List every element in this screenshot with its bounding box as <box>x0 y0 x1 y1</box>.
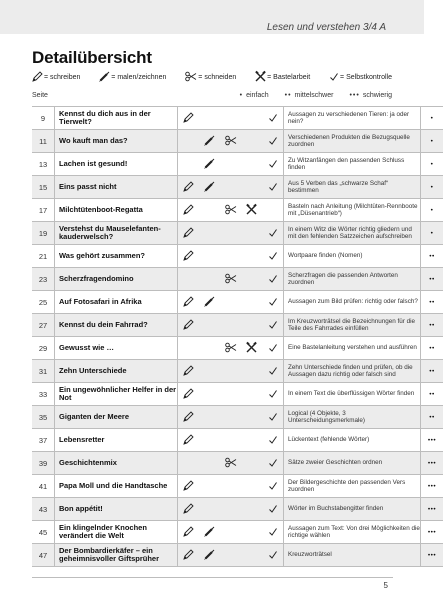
page-cell: 25 <box>32 291 55 314</box>
pencil-icon <box>183 224 194 241</box>
difficulty-cell: • <box>421 153 443 176</box>
title-cell: Papa Moll und die Handtasche <box>55 475 178 498</box>
page-column-label: Seite <box>32 92 48 99</box>
icon-cell <box>220 245 241 268</box>
icon-cell <box>178 337 200 360</box>
icon-cell <box>178 360 200 383</box>
title-cell: Ein klingelnder Knochen verändert die Welt <box>55 521 178 544</box>
difficulty-cell: •• <box>421 337 443 360</box>
title-cell: Was gehört zusammen? <box>55 245 178 268</box>
page-cell: 33 <box>32 383 55 406</box>
crayon-icon <box>204 155 215 172</box>
icon-cell <box>178 199 200 222</box>
page-cell: 29 <box>32 337 55 360</box>
icon-cell <box>220 383 241 406</box>
tools-icon <box>246 339 257 356</box>
crayon-icon <box>204 523 215 540</box>
title-cell: Lachen ist gesund! <box>55 153 178 176</box>
check-cell <box>262 452 284 475</box>
checkmark-icon <box>268 454 278 471</box>
check-cell <box>262 360 284 383</box>
icon-cell <box>199 268 220 291</box>
page-cell: 43 <box>32 498 55 521</box>
title-cell: Scherzfragendomino <box>55 268 178 291</box>
table-row <box>32 107 443 130</box>
icon-cell <box>241 130 262 153</box>
scissors-icon <box>185 71 198 84</box>
pencil-icon <box>183 523 194 540</box>
title-cell: Verstehst du Mauselefanten-kauderwelsch? <box>55 222 178 245</box>
icon-cell <box>199 130 220 153</box>
icon-cell <box>178 521 200 544</box>
check-cell <box>262 107 284 130</box>
icon-cell <box>178 153 200 176</box>
icon-cell <box>220 429 241 452</box>
table-row <box>32 130 443 153</box>
icon-cell <box>199 222 220 245</box>
crayon-icon <box>204 178 215 195</box>
difficulty-cell: ••• <box>421 498 443 521</box>
check-cell <box>262 199 284 222</box>
difficulty-cell: • <box>421 130 443 153</box>
table-row <box>32 498 443 521</box>
checkmark-icon <box>268 477 278 494</box>
check-cell <box>262 337 284 360</box>
checkmark-icon <box>268 247 278 264</box>
checkmark-icon <box>268 109 278 126</box>
icon-cell <box>241 291 262 314</box>
footer-rule <box>32 577 393 578</box>
pencil-icon <box>183 385 194 402</box>
pencil-icon <box>183 408 194 425</box>
check-cell <box>262 268 284 291</box>
icon-cell <box>220 268 241 291</box>
icon-cell <box>199 107 220 130</box>
icon-cell <box>199 429 220 452</box>
page-cell: 45 <box>32 521 55 544</box>
icon-cell <box>241 337 262 360</box>
title-cell: Gewusst wie … <box>55 337 178 360</box>
check-cell <box>262 383 284 406</box>
icon-cell <box>199 314 220 337</box>
icon-cell <box>241 176 262 199</box>
description-cell: Aussagen zum Text: Von drei Möglichkeiten die richtige wählen <box>284 521 421 544</box>
checkmark-icon <box>268 155 278 172</box>
page-number: 5 <box>383 581 388 590</box>
table-row <box>32 475 443 498</box>
icon-cell <box>178 268 200 291</box>
page-cell: 17 <box>32 199 55 222</box>
title-cell: Eins passt nicht <box>55 176 178 199</box>
checkmark-icon <box>329 72 340 84</box>
check-cell <box>262 544 284 567</box>
scissors-icon <box>225 132 237 149</box>
icon-cell <box>199 475 220 498</box>
difficulty-cell: •• <box>421 360 443 383</box>
icon-cell <box>199 337 220 360</box>
icon-cell <box>178 291 200 314</box>
crayon-icon <box>99 71 111 84</box>
scissors-icon <box>225 454 237 471</box>
icon-cell <box>241 383 262 406</box>
description-cell: Verschiedenen Produkten die Bezugsquelle zuordnen <box>284 130 421 153</box>
icon-cell <box>241 475 262 498</box>
icon-cell <box>199 153 220 176</box>
check-cell <box>262 130 284 153</box>
pencil-icon <box>183 316 194 333</box>
icon-cell <box>220 406 241 429</box>
icon-cell <box>199 383 220 406</box>
description-cell: Sätze zweier Geschichten ordnen <box>284 452 421 475</box>
legend-label: = schneiden <box>198 74 237 81</box>
checkmark-icon <box>268 362 278 379</box>
icon-cell <box>178 544 200 567</box>
overview-table <box>32 106 443 567</box>
check-cell <box>262 475 284 498</box>
check-cell <box>262 245 284 268</box>
legend-item <box>329 72 392 84</box>
checkmark-icon <box>268 500 278 517</box>
icon-cell <box>199 291 220 314</box>
check-cell <box>262 153 284 176</box>
icon-cell <box>220 153 241 176</box>
description-cell: Der Bildergeschichte den passenden Vers zuordnen <box>284 475 421 498</box>
page-cell: 27 <box>32 314 55 337</box>
page-cell: 23 <box>32 268 55 291</box>
page-cell: 19 <box>32 222 55 245</box>
icon-cell <box>241 406 262 429</box>
legend-item <box>32 71 80 84</box>
table-row <box>32 199 443 222</box>
page-title: Detailübersicht <box>32 48 152 67</box>
icon-cell <box>220 360 241 383</box>
pencil-icon <box>183 201 194 218</box>
icon-cell <box>220 498 241 521</box>
icon-cell <box>241 153 262 176</box>
check-cell <box>262 291 284 314</box>
table-row <box>32 268 443 291</box>
icon-cell <box>178 314 200 337</box>
icon-cell <box>178 452 200 475</box>
checkmark-icon <box>268 431 278 448</box>
description-cell: Aus 5 Verben das „schwarze Schaf“ bestimmen <box>284 176 421 199</box>
icon-cell <box>178 245 200 268</box>
icon-cell <box>199 245 220 268</box>
crayon-icon <box>204 546 215 563</box>
difficulty-cell: •• <box>421 406 443 429</box>
table-row <box>32 176 443 199</box>
title-cell: Lebensretter <box>55 429 178 452</box>
pencil-icon <box>183 477 194 494</box>
difficulty-cell: • <box>421 176 443 199</box>
page-cell: 11 <box>32 130 55 153</box>
icon-cell <box>241 521 262 544</box>
page-cell: 35 <box>32 406 55 429</box>
pencil-icon <box>183 247 194 264</box>
check-cell <box>262 521 284 544</box>
checkmark-icon <box>268 546 278 563</box>
checkmark-icon <box>268 270 278 287</box>
icon-cell <box>241 107 262 130</box>
checkmark-icon <box>268 224 278 241</box>
description-cell: Wortpaare finden (Nomen) <box>284 245 421 268</box>
icon-cell <box>220 475 241 498</box>
checkmark-icon <box>268 132 278 149</box>
difficulty-header <box>32 92 392 99</box>
title-cell: Giganten der Meere <box>55 406 178 429</box>
checkmark-icon <box>268 316 278 333</box>
difficulty-cell: ••• <box>421 475 443 498</box>
legend-label: = Selbstkontrolle <box>340 74 392 81</box>
checkmark-icon <box>268 523 278 540</box>
icon-cell <box>199 406 220 429</box>
icon-cell <box>178 429 200 452</box>
scissors-icon <box>225 339 237 356</box>
difficulty-cell: • <box>421 199 443 222</box>
description-cell: Eine Bastelanleitung verstehen und ausführen <box>284 337 421 360</box>
checkmark-icon <box>268 293 278 310</box>
icon-cell <box>199 544 220 567</box>
icon-cell <box>178 222 200 245</box>
check-cell <box>262 429 284 452</box>
legend-item <box>255 71 310 84</box>
difficulty-cell: ••• <box>421 521 443 544</box>
icon-cell <box>178 406 200 429</box>
icon-cell <box>241 452 262 475</box>
description-cell: Kreuzworträtsel <box>284 544 421 567</box>
scissors-icon <box>225 270 237 287</box>
legend-item <box>99 71 166 84</box>
check-cell <box>262 314 284 337</box>
check-cell <box>262 222 284 245</box>
legend-item <box>185 71 236 84</box>
checkmark-icon <box>268 339 278 356</box>
pencil-icon <box>183 178 194 195</box>
table-row <box>32 383 443 406</box>
legend-label: = schreiben <box>44 74 81 81</box>
icon-cell <box>199 498 220 521</box>
crayon-icon <box>204 293 215 310</box>
icon-cell <box>199 521 220 544</box>
icon-cell <box>220 199 241 222</box>
icon-cell <box>241 429 262 452</box>
legend <box>32 71 392 84</box>
description-cell: Lückentext (fehlende Wörter) <box>284 429 421 452</box>
table-row <box>32 521 443 544</box>
pencil-icon <box>32 71 44 84</box>
difficulty-cell: •• <box>421 291 443 314</box>
pencil-icon <box>183 431 194 448</box>
icon-cell <box>178 176 200 199</box>
table-row <box>32 360 443 383</box>
description-cell: Aussagen zu verschiedenen Tieren: ja oder nein? <box>284 107 421 130</box>
check-cell <box>262 176 284 199</box>
running-head: Lesen und verstehen 3/4 A <box>266 22 386 33</box>
legend-label: = Bastelarbeit <box>267 74 311 81</box>
description-cell: In einem Text die überflüssigen Wörter finden <box>284 383 421 406</box>
difficulty-cell: •• <box>421 314 443 337</box>
icon-cell <box>220 452 241 475</box>
icon-cell <box>220 337 241 360</box>
checkmark-icon <box>268 385 278 402</box>
table-row <box>32 429 443 452</box>
icon-cell <box>178 498 200 521</box>
icon-cell <box>220 130 241 153</box>
table-row <box>32 291 443 314</box>
pencil-icon <box>183 109 194 126</box>
checkmark-icon <box>268 178 278 195</box>
description-cell: Basteln nach Anleitung (Milchtüten-Rennboote mit „Düsenantrieb“) <box>284 199 421 222</box>
icon-cell <box>241 245 262 268</box>
difficulty-cell: ••• <box>421 452 443 475</box>
icon-cell <box>241 360 262 383</box>
pencil-icon <box>183 362 194 379</box>
difficulty-cell: ••• <box>421 429 443 452</box>
level-medium: •• mittelschwer <box>284 92 334 99</box>
icon-cell <box>199 199 220 222</box>
description-cell: Aussagen zum Bild prüfen: richtig oder falsch? <box>284 291 421 314</box>
table-row <box>32 452 443 475</box>
table-row <box>32 314 443 337</box>
difficulty-cell: • <box>421 222 443 245</box>
pencil-icon <box>183 293 194 310</box>
page-cell: 13 <box>32 153 55 176</box>
legend-label: = malen/zeichnen <box>111 74 167 81</box>
pencil-icon <box>183 546 194 563</box>
title-cell: Der Bombardierkäfer – ein geheimnisvoller Giftsprüher <box>55 544 178 567</box>
icon-cell <box>199 176 220 199</box>
page-cell: 37 <box>32 429 55 452</box>
table-row <box>32 153 443 176</box>
title-cell: Ein ungewöhnlicher Helfer in der Not <box>55 383 178 406</box>
icon-cell <box>241 268 262 291</box>
title-cell: Wo kauft man das? <box>55 130 178 153</box>
title-cell: Bon appétit! <box>55 498 178 521</box>
page-cell: 15 <box>32 176 55 199</box>
page-cell: 41 <box>32 475 55 498</box>
table-row <box>32 222 443 245</box>
icon-cell <box>241 498 262 521</box>
icon-cell <box>220 544 241 567</box>
description-cell: Logical (4 Objekte, 3 Unterscheidungsmerkmale) <box>284 406 421 429</box>
description-cell: In einem Witz die Wörter richtig gliedern und mit den fehlenden Satzzeichen aufschreiben <box>284 222 421 245</box>
page-cell: 47 <box>32 544 55 567</box>
icon-cell <box>241 222 262 245</box>
icon-cell <box>241 544 262 567</box>
page-cell: 9 <box>32 107 55 130</box>
description-cell: Wörter im Buchstabengitter finden <box>284 498 421 521</box>
icon-cell <box>178 130 200 153</box>
icon-cell <box>220 222 241 245</box>
icon-cell <box>178 475 200 498</box>
title-cell: Geschichtenmix <box>55 452 178 475</box>
table-row <box>32 406 443 429</box>
icon-cell <box>220 521 241 544</box>
pencil-icon <box>183 500 194 517</box>
description-cell: Zehn Unterschiede finden und prüfen, ob die Aussagen dazu richtig oder falsch sind <box>284 360 421 383</box>
check-cell <box>262 498 284 521</box>
title-cell: Kennst du dich aus in der Tierwelt? <box>55 107 178 130</box>
difficulty-cell: •• <box>421 383 443 406</box>
page-cell: 39 <box>32 452 55 475</box>
title-cell: Zehn Unterschiede <box>55 360 178 383</box>
table-row <box>32 337 443 360</box>
icon-cell <box>178 383 200 406</box>
title-cell: Kennst du dein Fahrrad? <box>55 314 178 337</box>
icon-cell <box>220 291 241 314</box>
icon-cell <box>220 176 241 199</box>
table-row <box>32 544 443 567</box>
difficulty-cell: • <box>421 107 443 130</box>
difficulty-cell: •• <box>421 245 443 268</box>
title-cell: Milchtütenboot-Regatta <box>55 199 178 222</box>
difficulty-cell: ••• <box>421 544 443 567</box>
icon-cell <box>199 452 220 475</box>
title-cell: Auf Fotosafari in Afrika <box>55 291 178 314</box>
icon-cell <box>199 360 220 383</box>
level-easy: • einfach <box>239 92 269 99</box>
icon-cell <box>178 107 200 130</box>
tools-icon <box>246 201 257 218</box>
description-cell: Zu Witzanfängen den passenden Schluss finden <box>284 153 421 176</box>
checkmark-icon <box>268 408 278 425</box>
scissors-icon <box>225 201 237 218</box>
description-cell: Scherzfragen die passenden Antworten zuordnen <box>284 268 421 291</box>
page-cell: 31 <box>32 360 55 383</box>
icon-cell <box>241 199 262 222</box>
icon-cell <box>220 107 241 130</box>
difficulty-cell: •• <box>421 268 443 291</box>
check-cell <box>262 406 284 429</box>
description-cell: Im Kreuzworträtsel die Bezeichnungen für die Teile des Fahrrades einfüllen <box>284 314 421 337</box>
icon-cell <box>241 314 262 337</box>
icon-cell <box>220 314 241 337</box>
table-row <box>32 245 443 268</box>
tools-icon <box>255 71 267 84</box>
crayon-icon <box>204 132 215 149</box>
page-cell: 21 <box>32 245 55 268</box>
level-hard: ••• schwierig <box>349 92 392 99</box>
